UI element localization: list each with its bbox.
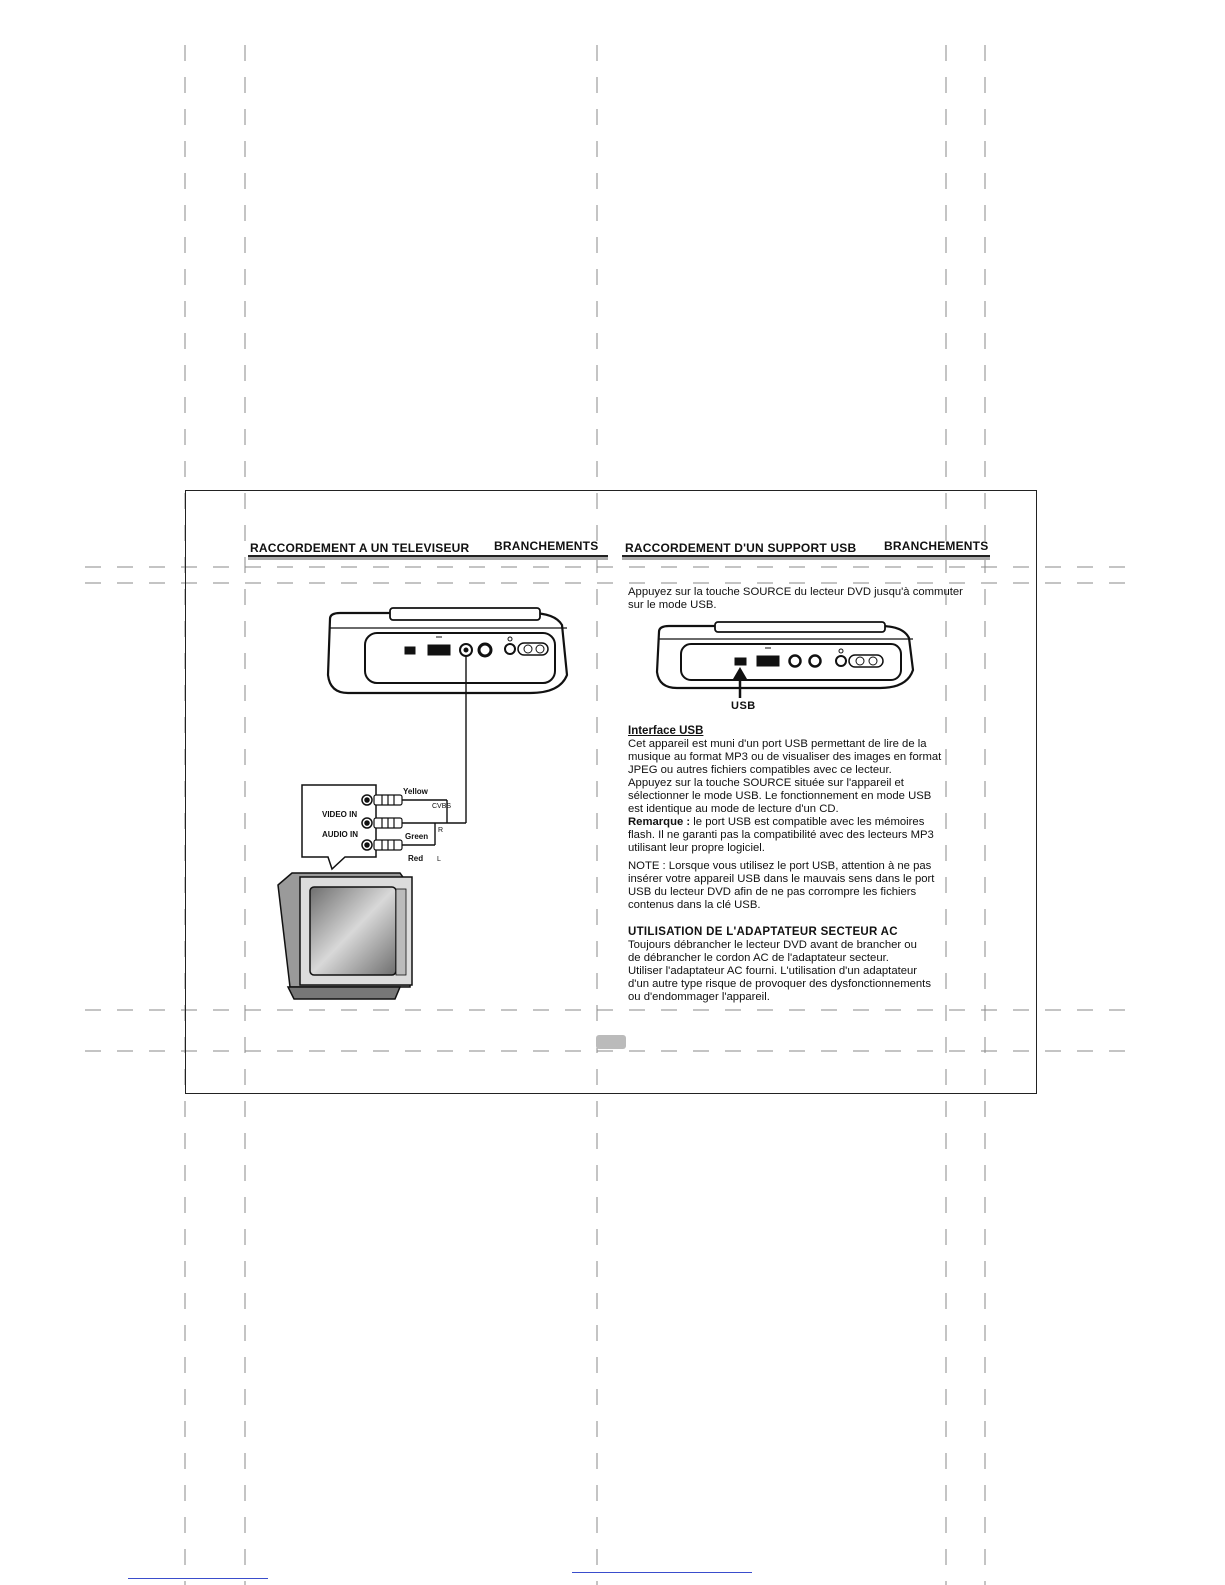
- right-page-title: RACCORDEMENT D'UN SUPPORT USB: [625, 541, 857, 555]
- interface-usb-section: [628, 725, 998, 855]
- footer-link-line-center[interactable]: [572, 1572, 752, 1573]
- video-in-label: VIDEO IN: [322, 810, 358, 819]
- dvd-player-icon: [328, 608, 567, 693]
- left-header-rule-gray: [248, 557, 608, 560]
- usb-intro-text: Appuyez sur la touche SOURCE du lecteur DVD jusqu'à commuter sur le mode USB.: [628, 586, 963, 611]
- remark-text: le port USB est compatible avec les mémoires flash. Il ne garanti pas la compatibilité avec des lecteurs MP3 utilisant leur propre logiciel.: [628, 816, 934, 854]
- tv-input-panel: [302, 785, 376, 869]
- ac-adapter-section: [628, 926, 998, 1004]
- page-number-tab: [596, 1035, 626, 1049]
- interface-usb-text: Cet appareil est muni d'un port USB permettant de lire de la musique au format MP3 ou de visualiser des images en format JPEG ou autres fichiers compatibles avec ce lecteur. Appuyez sur la touche SOURCE située sur l'appareil et sélectionner le mode USB. Le fonctionnement en mode USB est identique au mode de lecture d'un CD.: [628, 738, 942, 815]
- cvbs-label: CVBS: [432, 803, 452, 810]
- right-section-label: BRANCHEMENTS: [884, 539, 989, 553]
- remark-label: Remarque :: [628, 816, 691, 828]
- footer-link-line-left[interactable]: [128, 1578, 268, 1579]
- usb-port-label: USB: [731, 700, 756, 712]
- green-cable-label: Green: [405, 832, 429, 841]
- right-header-rule-gray: [622, 557, 990, 560]
- left-page-title: RACCORDEMENT A UN TELEVISEUR: [250, 541, 470, 555]
- usb-dvd-diagram: [655, 620, 925, 710]
- audio-in-label: AUDIO IN: [322, 830, 358, 839]
- r-channel-label: R: [438, 827, 444, 834]
- interface-usb-title: Interface USB: [628, 725, 704, 737]
- usb-note: NOTE : Lorsque vous utilisez le port USB, attention à ne pas insérer votre appareil USB dans le mauvais sens dans le port USB du lecteur DVD afin de ne pas corrompre les fichiers contenus dans la clé USB.: [628, 860, 935, 911]
- ac-adapter-title: UTILISATION DE L'ADAPTATEUR SECTEUR AC: [628, 926, 898, 938]
- television-icon: [278, 873, 412, 999]
- red-cable-label: Red: [408, 854, 424, 863]
- l-channel-label: L: [437, 856, 441, 863]
- ac-adapter-text: Toujours débrancher le lecteur DVD avant de brancher ou de débrancher le cordon AC de l'adaptateur secteur. Utiliser l'adaptateur AC fourni. L'utilisation d'un adaptateur d'un autre type risque de provoquer des dysfonctionnements ou d'endommager l'appareil.: [628, 939, 931, 1003]
- yellow-cable-label: Yellow: [403, 787, 428, 796]
- left-section-label: BRANCHEMENTS: [494, 539, 599, 553]
